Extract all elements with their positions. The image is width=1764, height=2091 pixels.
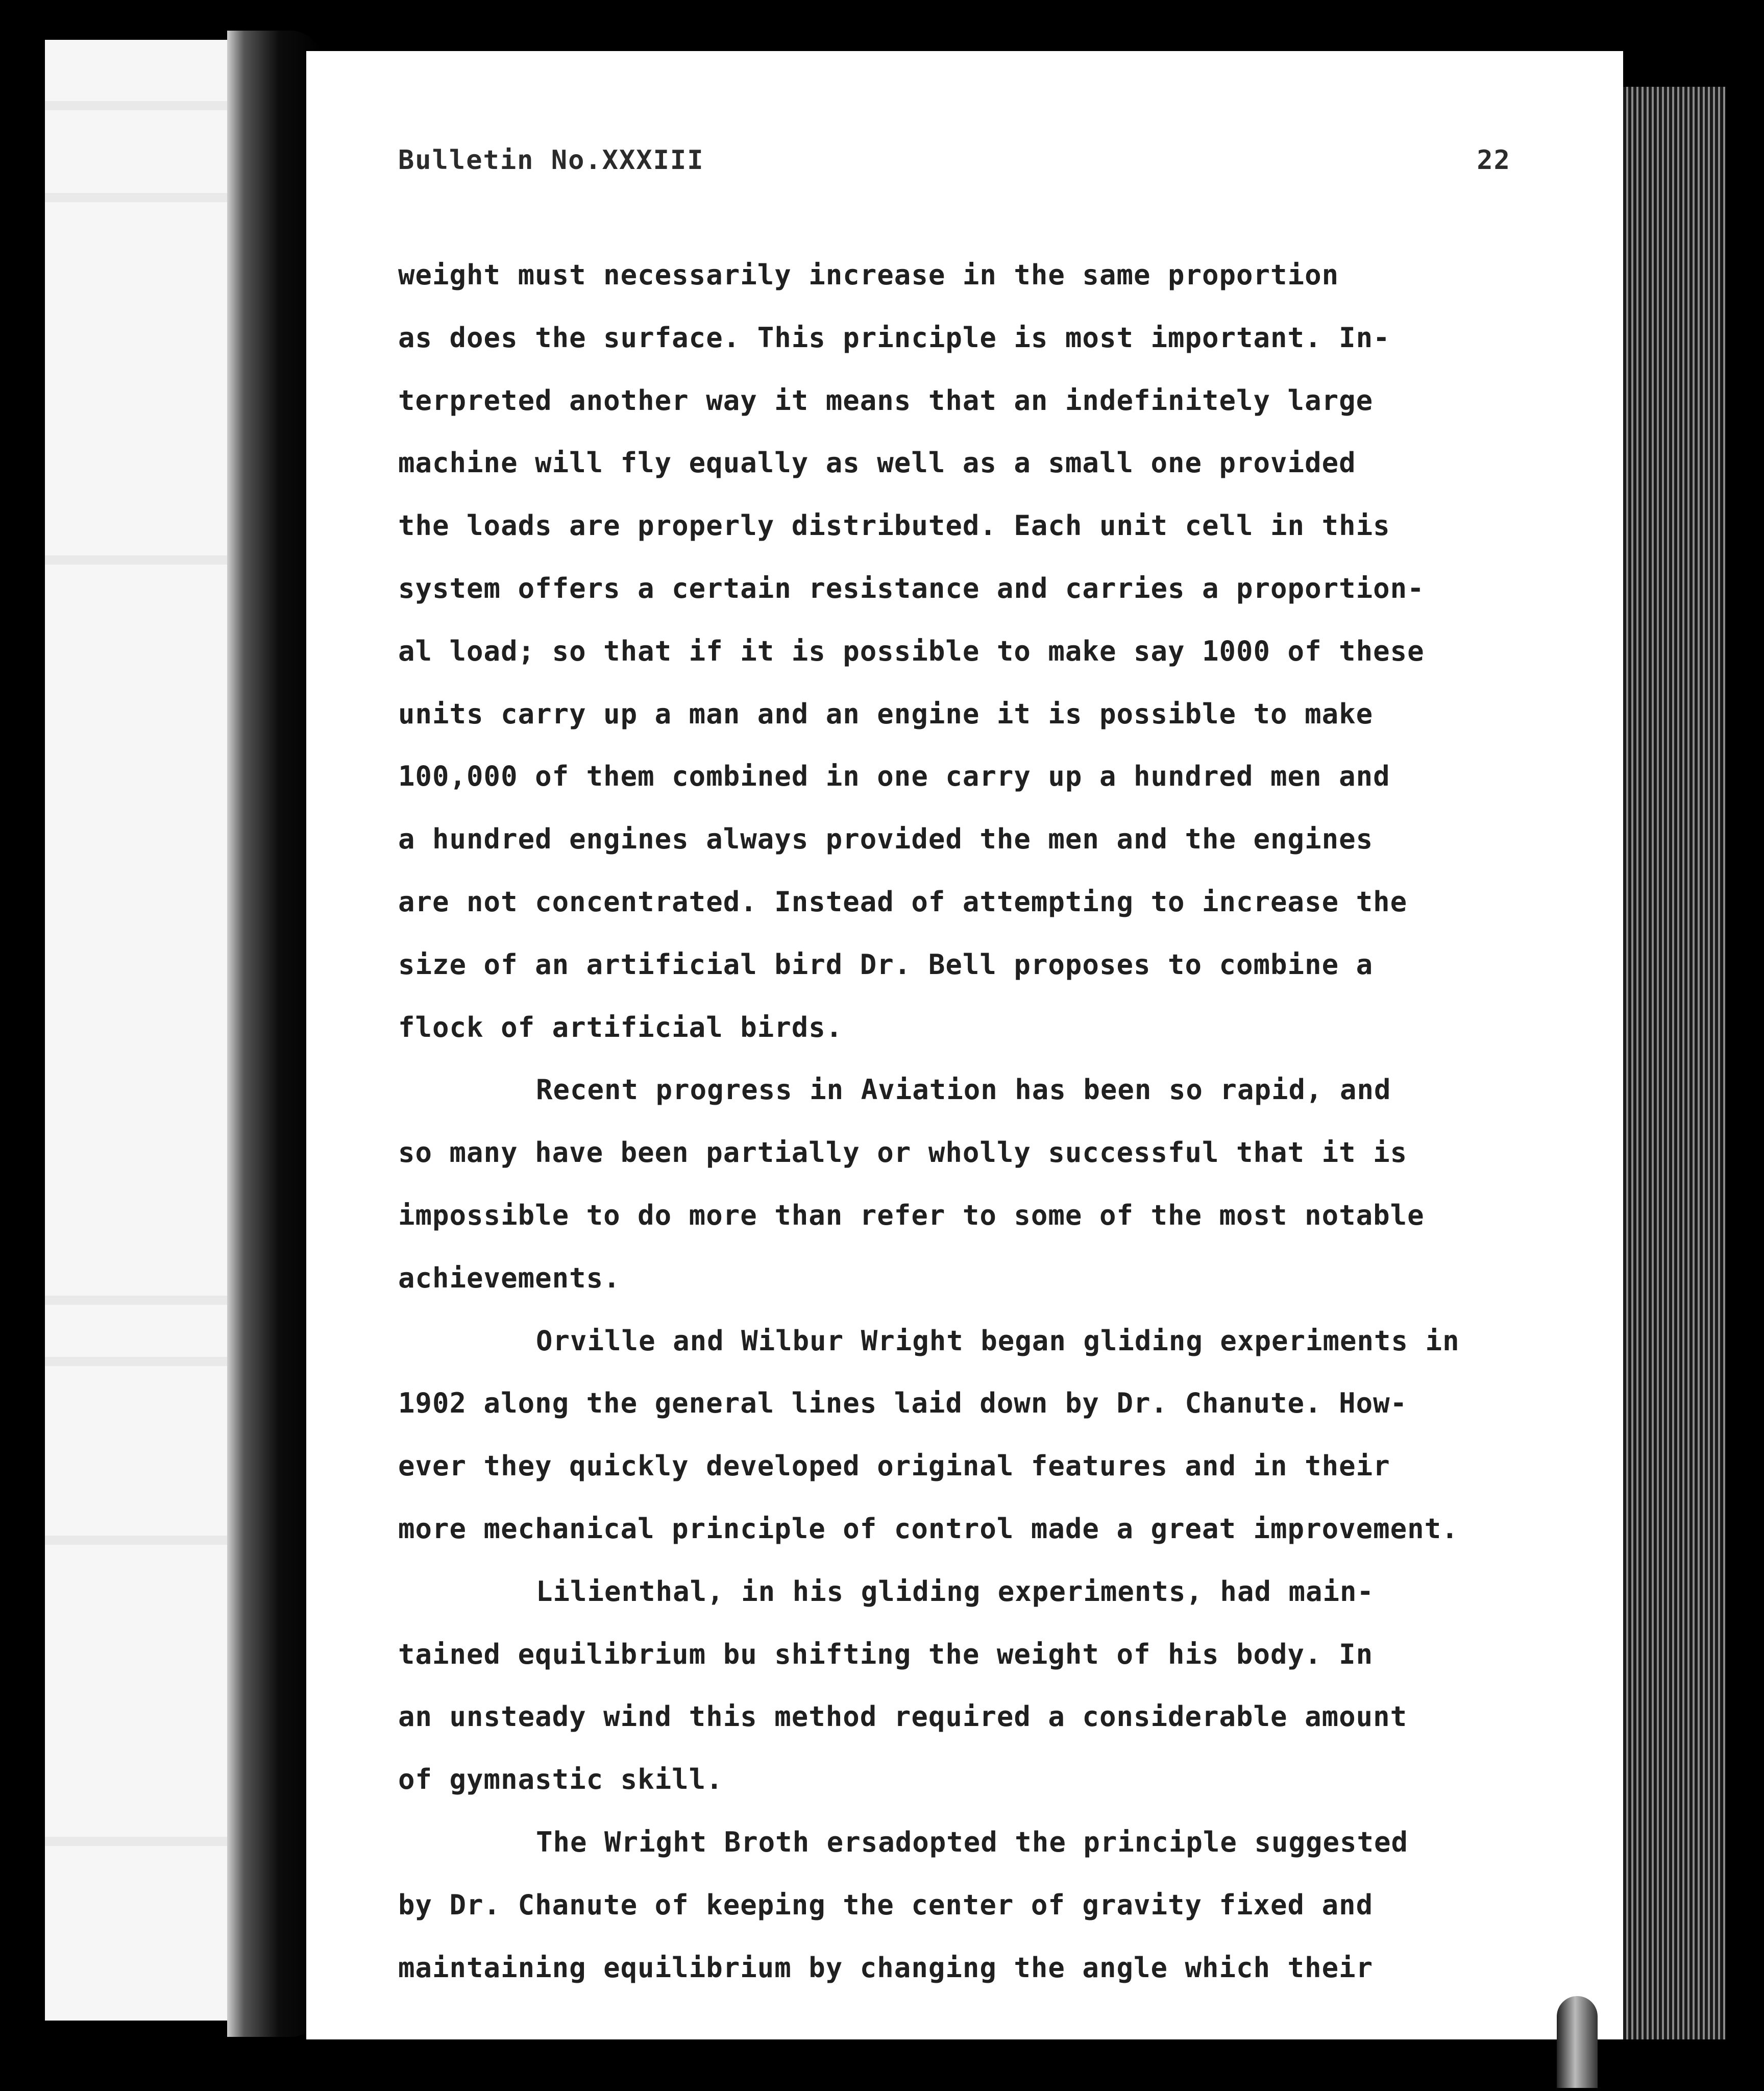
text-line: units carry up a man and an engine it is possible to make bbox=[398, 697, 1374, 730]
left-page-text-fragment bbox=[45, 1357, 229, 1366]
bulletin-title: Bulletin No.XXXIII bbox=[398, 145, 704, 176]
left-page-text-fragment bbox=[45, 193, 229, 202]
left-page-margin bbox=[45, 40, 229, 2021]
text-line: system offers a certain resistance and carries a proportion- bbox=[398, 572, 1425, 604]
text-line: so many have been partially or wholly successful that it is bbox=[398, 1136, 1408, 1169]
page-number: 22 bbox=[1477, 145, 1511, 176]
text-line: are not concentrated. Instead of attempting to increase the bbox=[398, 885, 1408, 918]
text-line: flock of artificial birds. bbox=[398, 1011, 843, 1043]
text-line: impossible to do more than refer to some of the most notable bbox=[398, 1199, 1425, 1231]
paragraph-start-line: The Wright Broth ersadopted the principle suggested bbox=[536, 1826, 1409, 1858]
text-line: as does the surface. This principle is most important. In- bbox=[398, 321, 1390, 354]
pen-tip bbox=[1557, 1996, 1598, 2088]
text-line: a hundred engines always provided the men and the engines bbox=[398, 823, 1374, 856]
text-line: size of an artificial bird Dr. Bell proposes to combine a bbox=[398, 948, 1374, 981]
text-line: of gymnastic skill. bbox=[398, 1763, 723, 1796]
text-line: 1902 along the general lines laid down by Dr. Chanute. How- bbox=[398, 1387, 1408, 1420]
paragraph-start-line: Lilienthal, in his gliding experiments, had main- bbox=[536, 1575, 1375, 1608]
text-line: 100,000 of them combined in one carry up a hundred men and bbox=[398, 760, 1390, 793]
left-page-text-fragment bbox=[45, 555, 229, 565]
body-text bbox=[398, 244, 1562, 1999]
text-line: ever they quickly developed original features and in their bbox=[398, 1450, 1390, 1482]
left-page-text-fragment bbox=[45, 1536, 229, 1545]
left-page-text-fragment bbox=[45, 1296, 229, 1305]
paragraph-start-line: Recent progress in Aviation has been so rapid, and bbox=[536, 1074, 1391, 1106]
text-line: more mechanical principle of control made a great improvement. bbox=[398, 1512, 1459, 1545]
text-line: machine will fly equally as well as a small one provided bbox=[398, 447, 1356, 479]
left-page-text-fragment bbox=[45, 1837, 229, 1846]
text-line: tained equilibrium bu shifting the weight of his body. In bbox=[398, 1638, 1374, 1670]
text-line: by Dr. Chanute of keeping the center of gravity fixed and bbox=[398, 1888, 1374, 1921]
left-page-text-fragment bbox=[45, 101, 229, 110]
page-header bbox=[398, 145, 1511, 191]
text-line: achievements. bbox=[398, 1261, 621, 1294]
text-line: an unsteady wind this method required a considerable amount bbox=[398, 1700, 1408, 1733]
page-edges bbox=[1623, 87, 1725, 2039]
text-line: maintaining equilibrium by changing the angle which their bbox=[398, 1951, 1374, 1984]
text-line: al load; so that if it is possible to make say 1000 of these bbox=[398, 635, 1425, 667]
text-line: terpreted another way it means that an indefinitely large bbox=[398, 384, 1374, 417]
text-line: the loads are properly distributed. Each unit cell in this bbox=[398, 509, 1390, 542]
text-line: weight must necessarily increase in the same proportion bbox=[398, 259, 1339, 291]
paragraph-start-line: Orville and Wilbur Wright began gliding experiments in bbox=[536, 1324, 1460, 1357]
